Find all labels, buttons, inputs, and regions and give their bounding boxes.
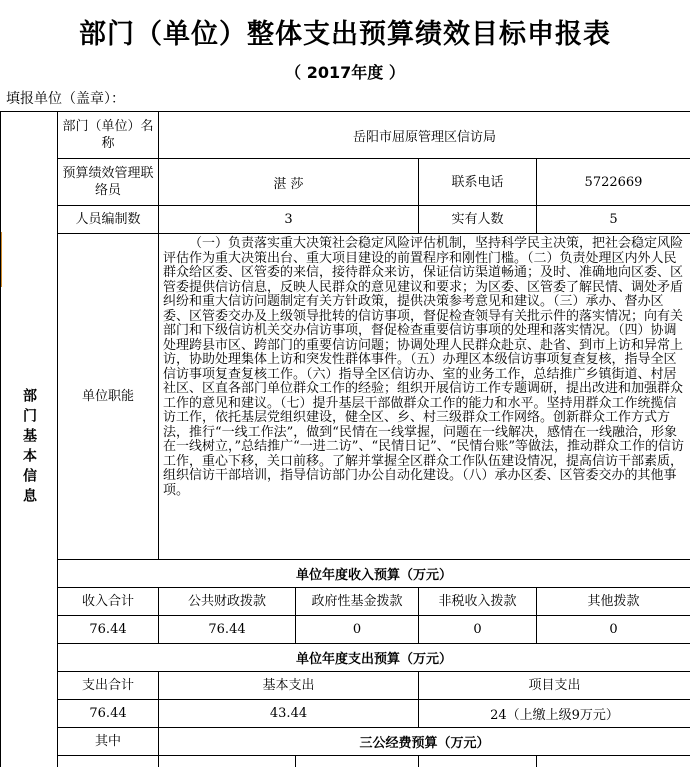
income-header-total: 收入合计 xyxy=(58,588,159,616)
blank-cell xyxy=(296,756,419,767)
section-basic-info: 部门基本信息 xyxy=(1,112,58,767)
duty-label: 单位职能 xyxy=(58,234,159,560)
phone-value: 5722669 xyxy=(537,159,690,206)
income-header-public: 公共财政拨款 xyxy=(159,588,296,616)
expense-value-project: 24（上缴上级9万元） xyxy=(419,700,690,728)
duty-text: （一）负责落实重大决策社会稳定风险评估机制，坚持科学民主决策，把社会稳定风险评估作为重大决策出台、重大项目建设的前置程序和刚性门槛。（二）负责处理区内外人民群众给区委、区管委的来信，接待群众来访，保证信访渠道畅通；及时、准确地向区委、区管委提供信访信息，反映人民群众的意见建议和要求；为区委、区管委了解民情、调处矛盾纠纷和重大信访问题制定有关方针政策，提供决策参考意见和建议。（三）承办、督办区委、区管委交办及上级领导批转的信访事项，督促检查领导有关批示件的落实情况；向有关部门和下级信访机关交办信访事项，督促检查重要信访事项的处理和落实情况。（四）协调处理跨县市区、跨部门的重要信访问题；协调处理人民群众赴京、赴省、到市上访和异常上访，协助处理集体上访和突发性群体事件。（五）办理区本级信访事项复查复核，指导全区信访事项复查复核工作。（六）指导全区信访办、室的业务工作，总结推广乡镇街道、村居社区、区直各部门单位群众工作的经验；组织开展信访工作专题调研，提出改进和加强群众工作的意见和建议。（七）提升基层干部做群众工作的能力和水平。坚持用群众工作统揽信访工作，依托基层党组织建设，健全区、乡、村三级群众工作网络。创新群众工作方式方法，推行“一线工作法”，做到“民情在一线掌握，问题在一线解决，感情在一线融洽，形象在一线树立，”总结推广“一进二访”、“民情日记”、“民情台账”等做法，推动群众工作的信访工作，重心下移，关口前移。了解并掌握全区群众工作队伍建设情况，提高信访干部素质，组织信访干部培训，指导信访部门办公自动化建设。（八）承办区委、区管委交办的其他事项。 xyxy=(159,234,690,560)
expense-value-basic: 43.44 xyxy=(159,700,419,728)
staff-value: 3 xyxy=(159,206,419,234)
dept-name-value: 岳阳市屈原管理区信访局 xyxy=(159,112,690,159)
income-header-other: 其他拨款 xyxy=(537,588,690,616)
other-label: 其中 xyxy=(58,728,159,756)
contact-label: 预算绩效管理联络员 xyxy=(58,159,159,206)
three-public-section-title: 三公经费预算（万元） xyxy=(159,728,690,756)
expense-section-title: 单位年度支出预算（万元） xyxy=(58,644,690,672)
staff-label: 人员编制数 xyxy=(58,206,159,234)
income-value-fund: 0 xyxy=(296,616,419,644)
expense-value-total: 76.44 xyxy=(58,700,159,728)
income-value-nontax: 0 xyxy=(419,616,537,644)
expense-header-total: 支出合计 xyxy=(58,672,159,700)
budget-table xyxy=(0,111,690,767)
blank-cell xyxy=(537,756,690,767)
expense-header-basic: 基本支出 xyxy=(159,672,419,700)
expense-header-project: 项目支出 xyxy=(419,672,690,700)
actual-staff-value: 5 xyxy=(537,206,690,234)
income-value-public: 76.44 xyxy=(159,616,296,644)
blank-cell xyxy=(58,756,159,767)
income-header-fund: 政府性基金拨款 xyxy=(296,588,419,616)
blank-cell xyxy=(159,756,296,767)
actual-staff-label: 实有人数 xyxy=(419,206,537,234)
reporting-unit-label: 填报单位（盖章）： xyxy=(6,91,125,107)
blank-cell xyxy=(419,756,537,767)
income-header-nontax: 非税收入拨款 xyxy=(419,588,537,616)
income-value-total: 76.44 xyxy=(58,616,159,644)
income-value-other: 0 xyxy=(537,616,690,644)
fiscal-year: （ 2017年度 ） xyxy=(285,63,405,82)
form-grid xyxy=(0,111,690,767)
dept-name-label: 部门（单位）名称 xyxy=(58,112,159,159)
form-title: 部门（单位）整体支出预算绩效目标申报表 xyxy=(79,19,611,50)
phone-label: 联系电话 xyxy=(419,159,537,206)
contact-value: 湛 莎 xyxy=(159,159,419,206)
income-section-title: 单位年度收入预算（万元） xyxy=(58,560,690,588)
